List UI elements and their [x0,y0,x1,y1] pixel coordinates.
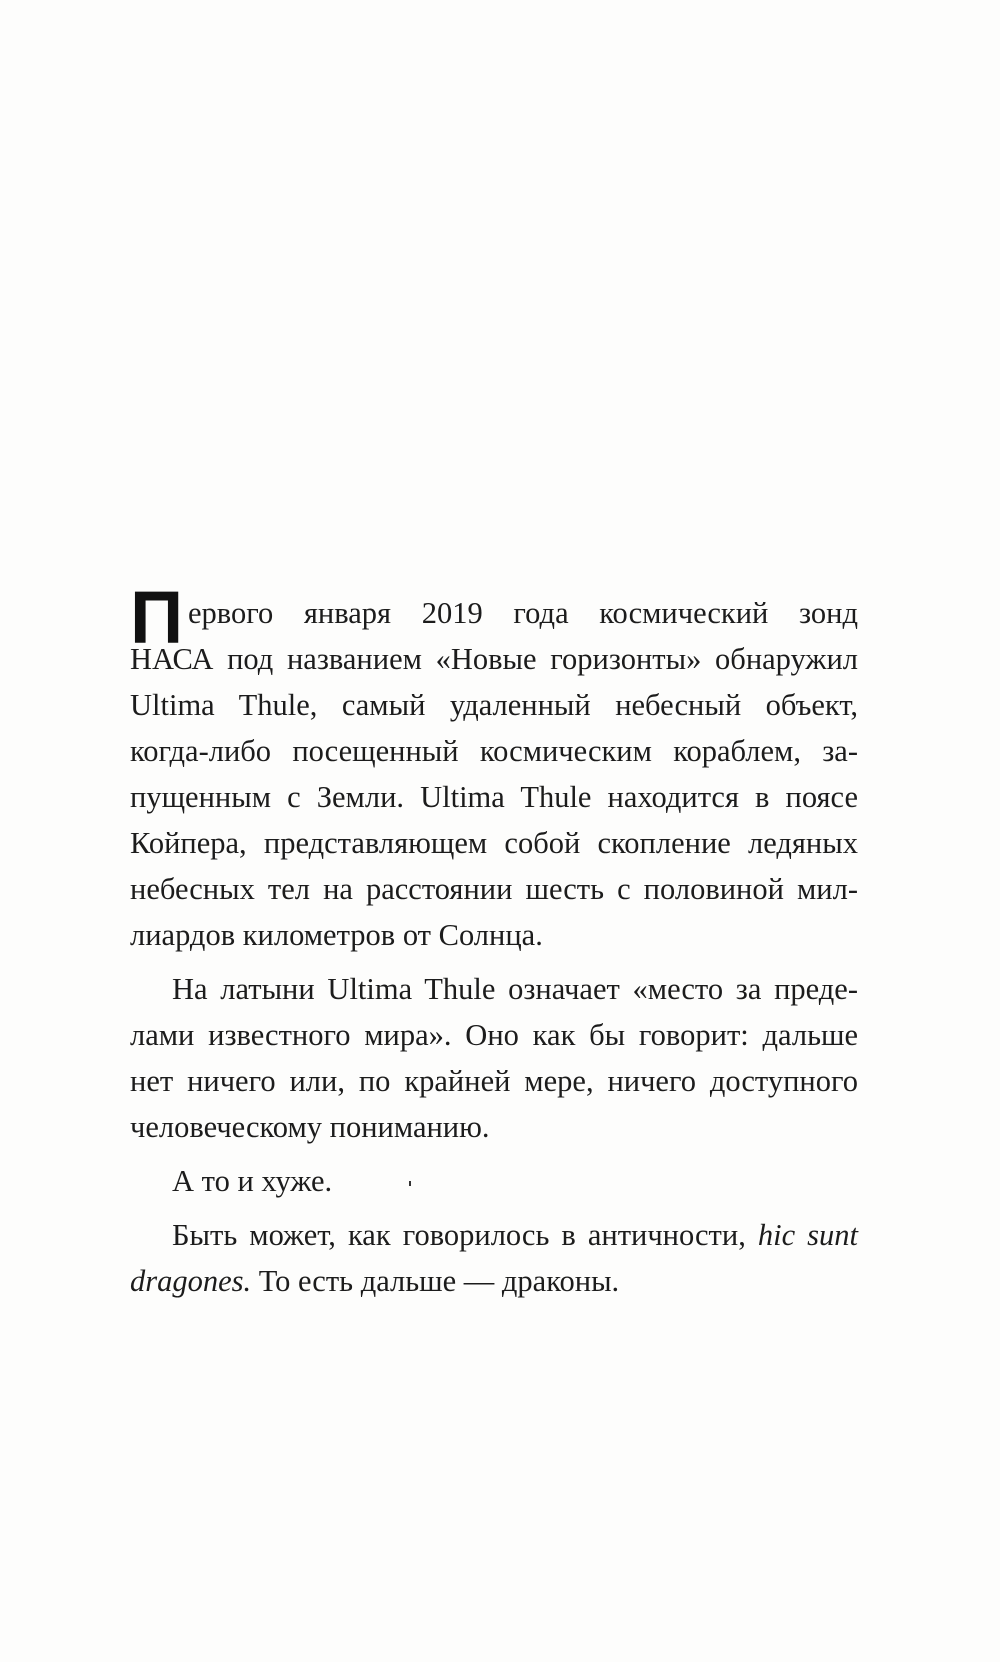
paragraph-2-line-4: человеческому пониманию. [130,1110,490,1144]
paragraph-1-line-6: Койпера, представляющем собой скопление ледяных [130,826,858,860]
paragraph-4 [130,1212,858,1304]
paragraph-2-line-3: нет ничего или, по крайней мере, ничего доступного [130,1064,858,1098]
paragraph-1-line-4: когда-либо посещенный космическим кораблем, за- [130,734,858,768]
paragraph-2 [130,966,858,1150]
paragraph-4-text-1: Быть может, как говорилось в античности, [172,1218,758,1252]
paragraph-4-text-2: То есть дальше — драконы. [251,1264,620,1298]
paragraph-3 [130,1158,858,1204]
paragraph-4-italic-2: dragones. [130,1264,252,1298]
paragraph-2-line-1: На латыни Ultima Thule означает «место за преде- [172,972,858,1006]
paragraph-2-line-2: лами известного мира». Оно как бы говорит: дальше [130,1018,858,1052]
paragraph-1-line-1: ервого января 2019 года космический зонд [188,596,858,630]
paragraph-1-line-3: Ultima Thule, самый удаленный небесный объект, [130,688,858,722]
print-speck [409,1181,411,1186]
paragraph-1-line-2: НАСА под названием «Новые горизонты» обнаружил [130,642,858,676]
paragraph-3-line-1: А то и хуже. [172,1164,333,1198]
paragraph-4-italic-1: hic sunt [757,1218,858,1252]
paragraph-4-line-1 [130,1212,858,1258]
paragraph-1-line-5: пущенным с Земли. Ultima Thule находится в поясе [130,780,858,814]
text-body [130,576,858,1304]
drop-cap-letter: П [130,576,184,659]
paragraph-4-line-2 [130,1258,858,1304]
paragraph-1-line-7: небесных тел на расстоянии шесть с половиной мил- [130,872,858,906]
paragraph-1 [130,576,858,958]
paragraph-1-line-8: лиардов километров от Солнца. [130,918,543,952]
